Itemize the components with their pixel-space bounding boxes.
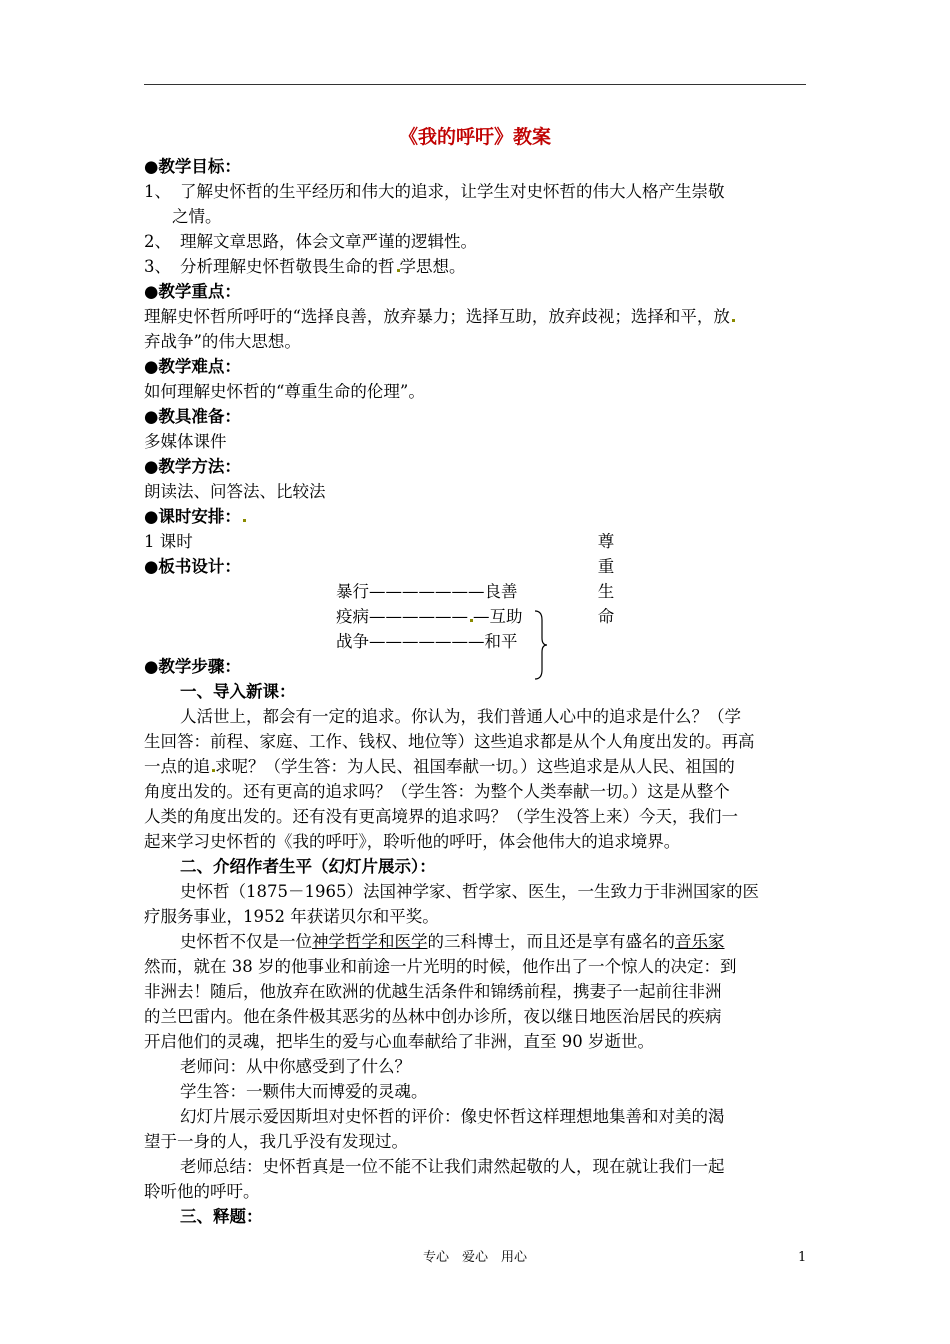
teacher-summary-line-1: 老师总结：史怀哲真是一位不能不让我们肃然起敬的人，现在就让我们一起 bbox=[180, 1157, 725, 1176]
bio-line-1: 史怀哲（1875－1965）法国神学家、哲学家、医生，一生致力于非洲国家的医 bbox=[180, 882, 759, 901]
bio-line-6: 的兰巴雷内。他在条件极其恶劣的丛林中创办诊所，夜以继日地医治居民的疾病 bbox=[144, 1007, 722, 1026]
section-heading-goals: ●教学目标： bbox=[144, 157, 241, 176]
goal-item-2 bbox=[144, 229, 806, 254]
board-row-2-b: —互助 bbox=[473, 607, 523, 626]
tools-text: 多媒体课件 bbox=[144, 432, 227, 451]
teacher-question: 老师问：从中你感受到了什么？ bbox=[180, 1057, 411, 1076]
bio-line-2: 疗服务事业，1952 年获诺贝尔和平奖。 bbox=[144, 907, 439, 926]
schedule-text: 1 课时 bbox=[144, 532, 193, 551]
section-heading-schedule: ●课时安排： bbox=[144, 507, 241, 526]
step1-text: 一点的追 bbox=[144, 757, 210, 776]
schedule-heading-line bbox=[144, 504, 806, 529]
bio-text: 的三科博士，而且还是享有盛名的 bbox=[427, 932, 675, 951]
key-text-line-2: 弃战争”的伟大思想。 bbox=[144, 332, 301, 351]
board-vertical-char: 重 bbox=[597, 557, 615, 576]
bio-line-5: 非洲去！随后，他放弃在欧洲的优越生活条件和锦绣前程，携妻子一起前往非洲 bbox=[144, 982, 722, 1001]
step1-line-3 bbox=[144, 754, 806, 779]
goal-number: 3、 bbox=[144, 257, 171, 276]
goal-text: 理解文章思路，体会文章严谨的逻辑性。 bbox=[180, 232, 477, 251]
step1-text-cont: 求呢？（学生答：为人民、祖国奉献一切。）这些追求是从人民、祖国的 bbox=[215, 757, 735, 776]
document-title: 《我的呼吁》教案 bbox=[398, 126, 551, 148]
section-heading-difficulty: ●教学难点： bbox=[144, 357, 241, 376]
student-answer: 学生答：一颗伟大而博爱的灵魂。 bbox=[180, 1082, 428, 1101]
section-heading-steps: ●教学步骤： bbox=[144, 657, 241, 676]
goal-text: 分析理解史怀哲敬畏生命的哲 bbox=[180, 257, 395, 276]
step-heading-3: 三、释题： bbox=[180, 1207, 263, 1226]
key-text-line-1 bbox=[144, 304, 806, 329]
board-row-3: 战争———————和平 bbox=[336, 632, 518, 651]
goal-item-1 bbox=[144, 179, 806, 204]
goal-item-1-cont: 之情。 bbox=[172, 207, 222, 226]
section-heading-key: ●教学重点： bbox=[144, 282, 241, 301]
key-text: 理解史怀哲所呼吁的“选择良善，放弃暴力；选择互助，放弃歧视；选择和平，放 bbox=[144, 307, 730, 326]
teacher-summary-line-2: 聆听他的呼吁。 bbox=[144, 1182, 260, 1201]
bio-underlined-degrees: 神学哲学和医学 bbox=[312, 932, 428, 951]
step1-line-4: 角度出发的。还有更高的追求吗？（学生答：为整个人类奉献一切。）这是从整个 bbox=[144, 782, 730, 801]
stray-mark bbox=[243, 519, 246, 522]
bio-line-3 bbox=[144, 929, 806, 954]
section-heading-board: ●板书设计： bbox=[144, 557, 241, 576]
stray-mark bbox=[732, 319, 735, 322]
header-rule bbox=[144, 84, 806, 85]
footer-motto: 专心 爱心 用心 bbox=[422, 1250, 527, 1265]
step1-line-6: 起来学习史怀哲的《我的呼吁》，聆听他的呼吁，体会他伟大的追求境界。 bbox=[144, 832, 681, 851]
difficulty-text: 如何理解史怀哲的“尊重生命的伦理”。 bbox=[144, 382, 425, 401]
document-body bbox=[144, 120, 806, 1229]
einstein-eval-line-2: 望于一身的人，我几乎没有发现过。 bbox=[144, 1132, 408, 1151]
board-row-2-a: 疫病—————— bbox=[336, 607, 468, 626]
goal-text-cont: 学思想。 bbox=[399, 257, 466, 276]
goal-number: 1、 bbox=[144, 182, 171, 201]
board-vertical-char: 命 bbox=[597, 607, 615, 626]
section-heading-methods: ●教学方法： bbox=[144, 457, 241, 476]
bio-line-4: 然而，就在 38 岁的他事业和前途一片光明的时候，他作出了一个惊人的决定：到 bbox=[144, 957, 737, 976]
bio-line-7: 开启他们的灵魂，把毕生的爱与心血奉献给了非洲，直至 90 岁逝世。 bbox=[144, 1032, 654, 1051]
einstein-eval-line-1: 幻灯片展示爱因斯坦对史怀哲的评价：像史怀哲这样理想地集善和对美的渴 bbox=[180, 1107, 725, 1126]
step1-line-1: 人活世上，都会有一定的追求。你认为，我们普通人心中的追求是什么？（学 bbox=[180, 707, 741, 726]
board-vertical-char: 尊 bbox=[597, 532, 615, 551]
section-heading-tools: ●教具准备： bbox=[144, 407, 241, 426]
bio-text: 史怀哲不仅是一位 bbox=[180, 932, 312, 951]
right-brace bbox=[534, 610, 548, 680]
board-vertical-char: 生 bbox=[597, 582, 615, 601]
methods-text: 朗读法、问答法、比较法 bbox=[144, 482, 326, 501]
step-heading-2: 二、介绍作者生平（幻灯片展示）： bbox=[180, 857, 436, 876]
board-row-2 bbox=[336, 604, 523, 629]
board-row-1: 暴行———————良善 bbox=[336, 582, 518, 601]
step1-line-5: 人类的角度出发的。还有没有更高境界的追求吗？（学生没答上来）今天，我们一 bbox=[144, 807, 738, 826]
goal-number: 2、 bbox=[144, 232, 171, 251]
step-heading-1: 一、导入新课： bbox=[180, 682, 296, 701]
bio-underlined-musician: 音乐家 bbox=[675, 932, 725, 951]
step1-line-2: 生回答：前程、家庭、工作、钱权、地位等）这些追求都是从个人角度出发的。再高 bbox=[144, 732, 755, 751]
goal-item-3 bbox=[144, 254, 806, 279]
goal-text: 了解史怀哲的生平经历和伟大的追求，让学生对史怀哲的伟大人格产生崇敬 bbox=[180, 182, 725, 201]
page-number: 1 bbox=[798, 1250, 807, 1265]
